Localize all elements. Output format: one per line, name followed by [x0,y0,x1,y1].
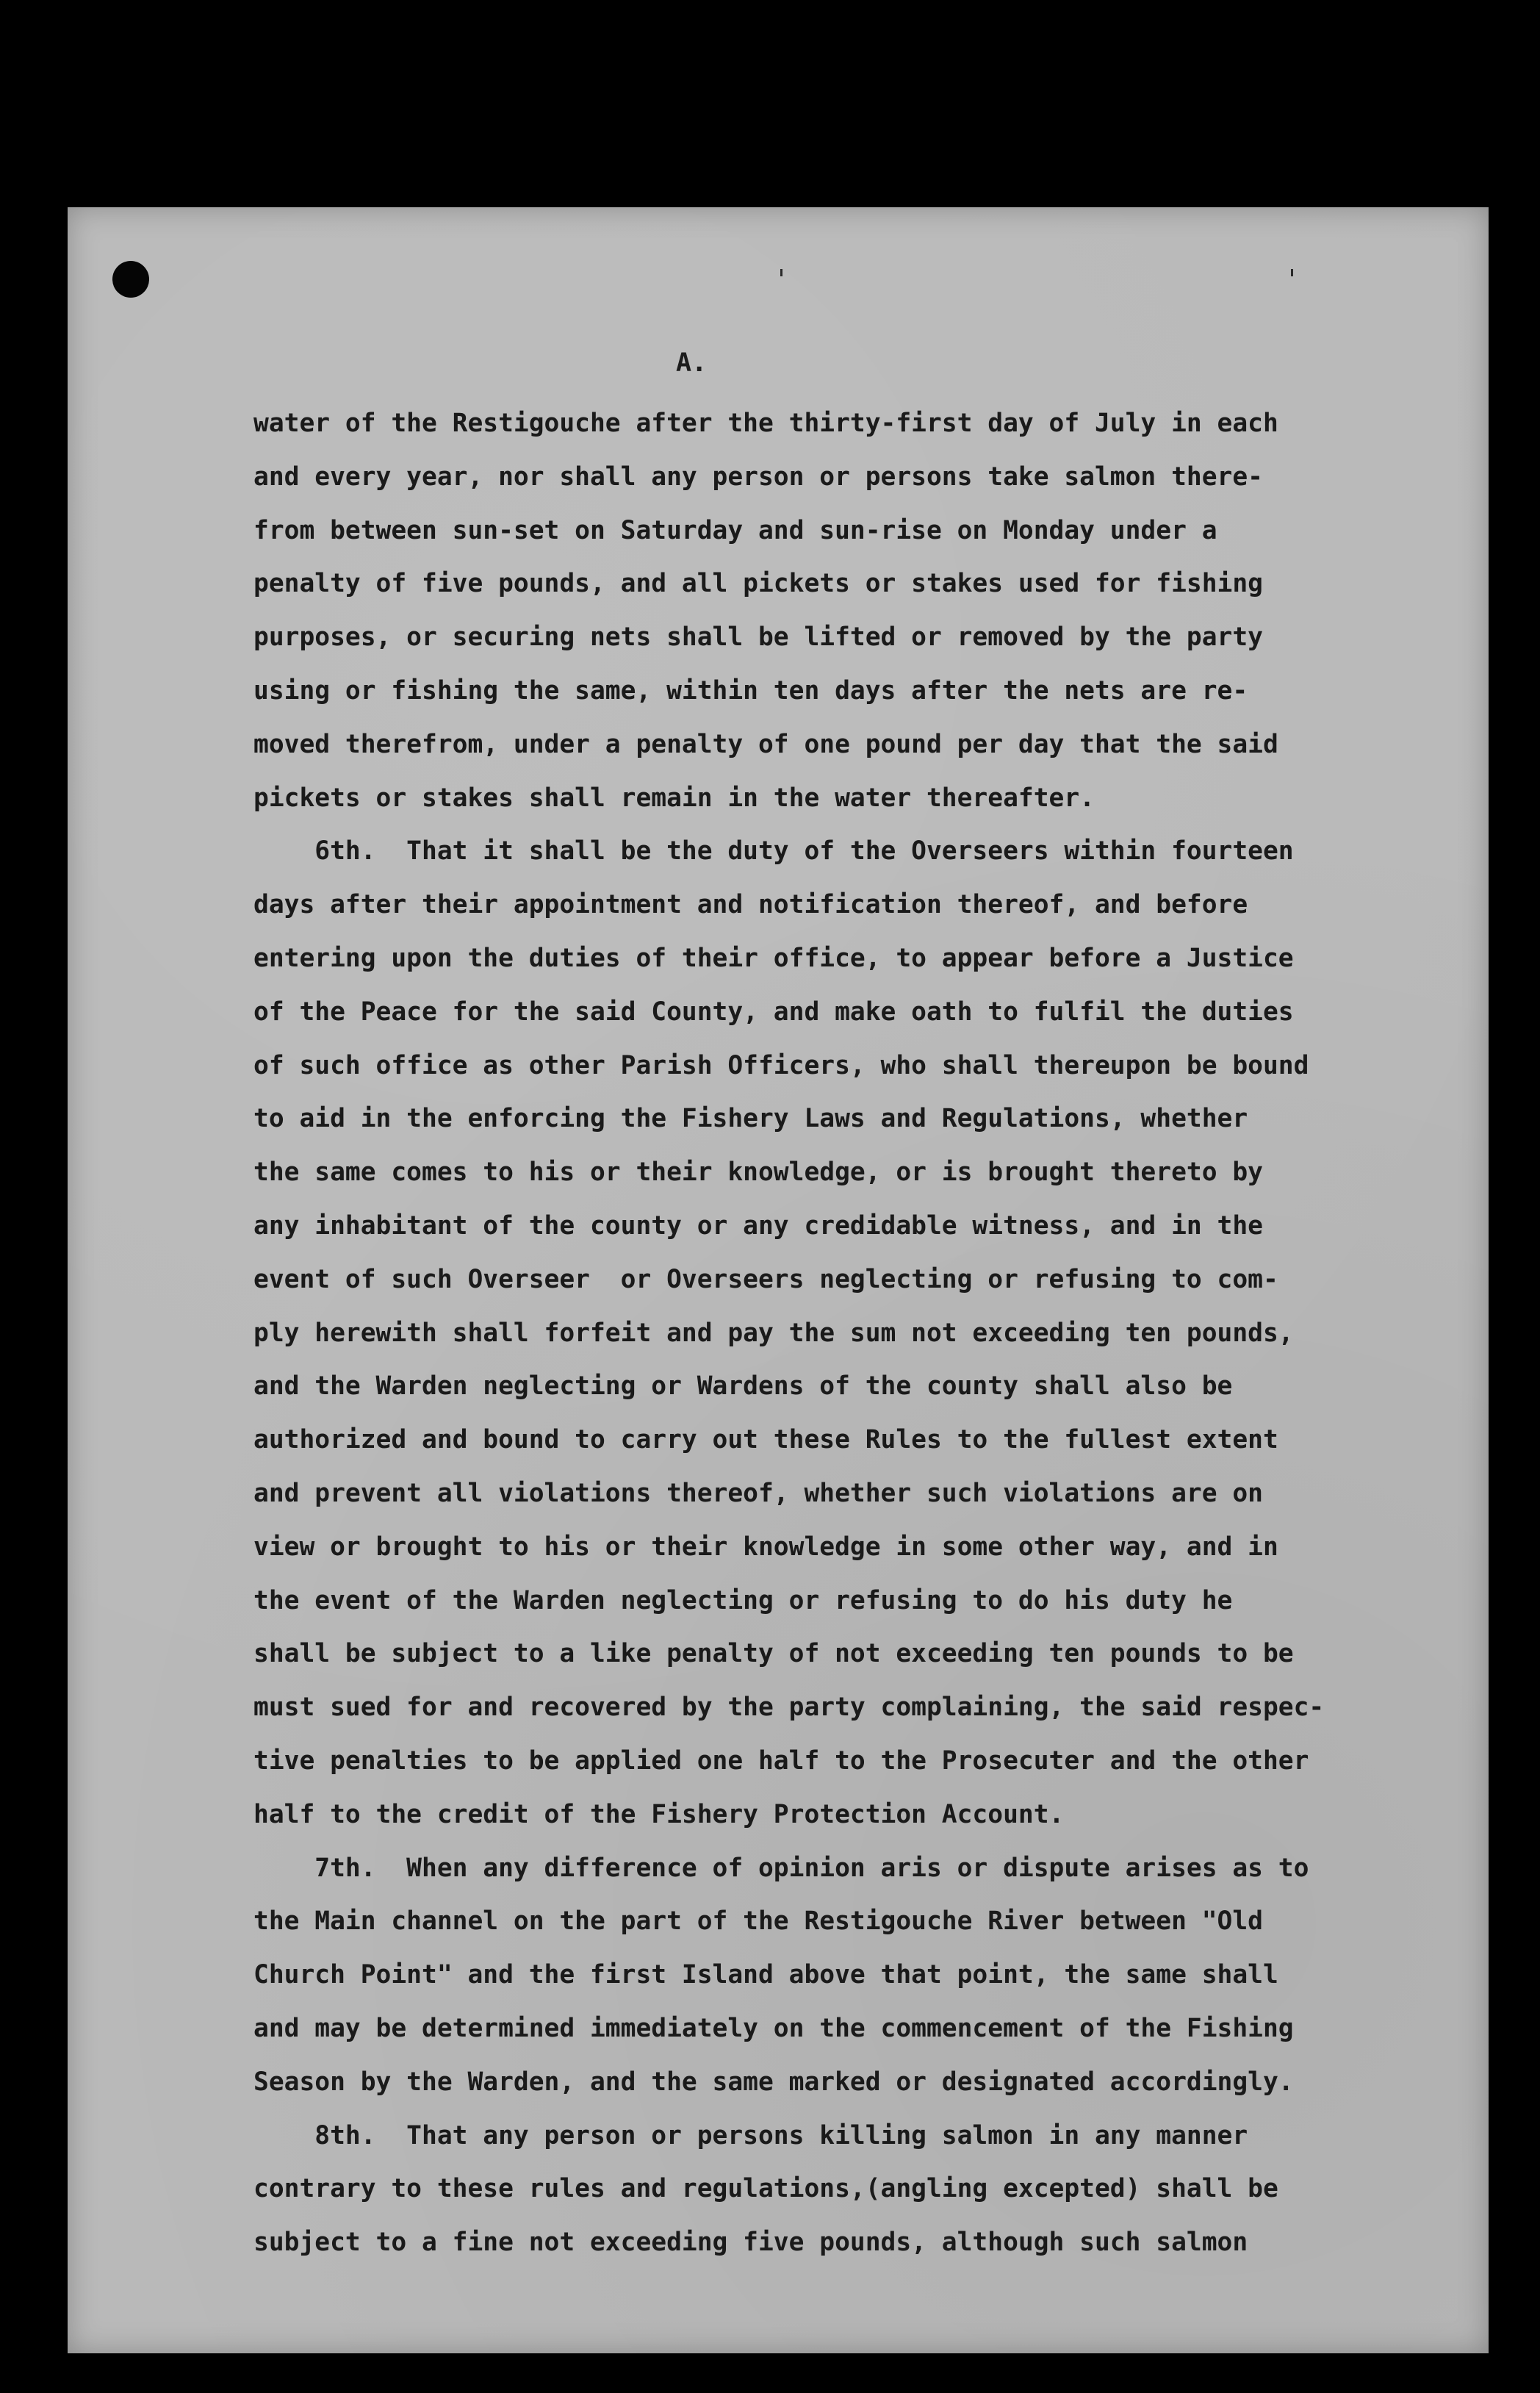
punch-hole-mark [112,261,149,298]
text-line: moved therefrom, under a penalty of one pound per day that the said [253,729,1278,759]
text-line: purposes, or securing nets shall be lifted or removed by the party [253,623,1263,653]
text-line: tive penalties to be applied one half to the Prosecuter and the other [253,1746,1309,1776]
text-line: Church Point" and the first Island above that point, the same shall [253,1960,1278,1990]
text-line: half to the credit of the Fishery Protection Account. [253,1799,1065,1829]
text-line: and the Warden neglecting or Wardens of the county shall also be [253,1371,1233,1402]
text-line: the same comes to his or their knowledge, or is brought thereto by [253,1158,1263,1188]
text-line: to aid in the enforcing the Fishery Laws and Regulations, whether [253,1104,1248,1134]
text-line: view or brought to his or their knowledge in some other way, and in [253,1532,1278,1562]
text-line: days after their appointment and notification thereof, and before [253,890,1248,920]
text-line: and may be determined immediately on the commencement of the Fishing [253,2013,1294,2043]
text-line: must sued for and recovered by the party complaining, the said respec- [253,1693,1325,1723]
text-line: event of such Overseer or Overseers neglecting or refusing to com- [253,1264,1278,1294]
text-line: subject to a fine not exceeding five pounds, although such salmon [253,2228,1248,2258]
text-line: the event of the Warden neglecting or refusing to do his duty he [253,1585,1233,1615]
text-line: of the Peace for the said County, and make oath to fulfil the duties [253,997,1294,1027]
paper-mark [1291,269,1293,276]
text-line: of such office as other Parish Officers, who shall thereupon be bound [253,1050,1309,1080]
text-line: contrary to these rules and regulations,(angling excepted) shall be [253,2174,1278,2204]
text-line: 8th. That any person or persons killing salmon in any manner [253,2120,1248,2150]
typed-text-body [253,397,1488,2270]
text-line: and prevent all violations thereof, whether such violations are on [253,1478,1263,1508]
text-line: ply herewith shall forfeit and pay the sum not exceeding ten pounds, [253,1318,1294,1348]
text-line: shall be subject to a like penalty of not exceeding ten pounds to be [253,1639,1294,1669]
text-line: any inhabitant of the county or any credidable witness, and in the [253,1210,1263,1241]
page-letter: A. [676,348,708,378]
text-line: using or fishing the same, within ten days after the nets are re- [253,675,1248,706]
text-line: pickets or stakes shall remain in the water thereafter. [253,783,1095,813]
text-line: entering upon the duties of their office, to appear before a Justice [253,943,1294,973]
text-line: from between sun-set on Saturday and sun-rise on Monday under a [253,515,1217,545]
text-line: 6th. That it shall be the duty of the Overseers within fourteen [253,836,1294,867]
text-line: 7th. When any difference of opinion aris or dispute arises as to [253,1853,1309,1883]
text-line: penalty of five pounds, and all pickets or stakes used for fishing [253,569,1263,599]
text-line: authorized and bound to carry out these Rules to the fullest extent [253,1425,1278,1455]
paper-mark [780,269,782,276]
text-line: water of the Restigouche after the thirty-first day of July in each [253,409,1278,438]
text-line: the Main channel on the part of the Restigouche River between "Old [253,1906,1263,1937]
text-line: Season by the Warden, and the same marked or designated accordingly. [253,2067,1294,2097]
text-line: and every year, nor shall any person or persons take salmon there- [253,462,1263,492]
